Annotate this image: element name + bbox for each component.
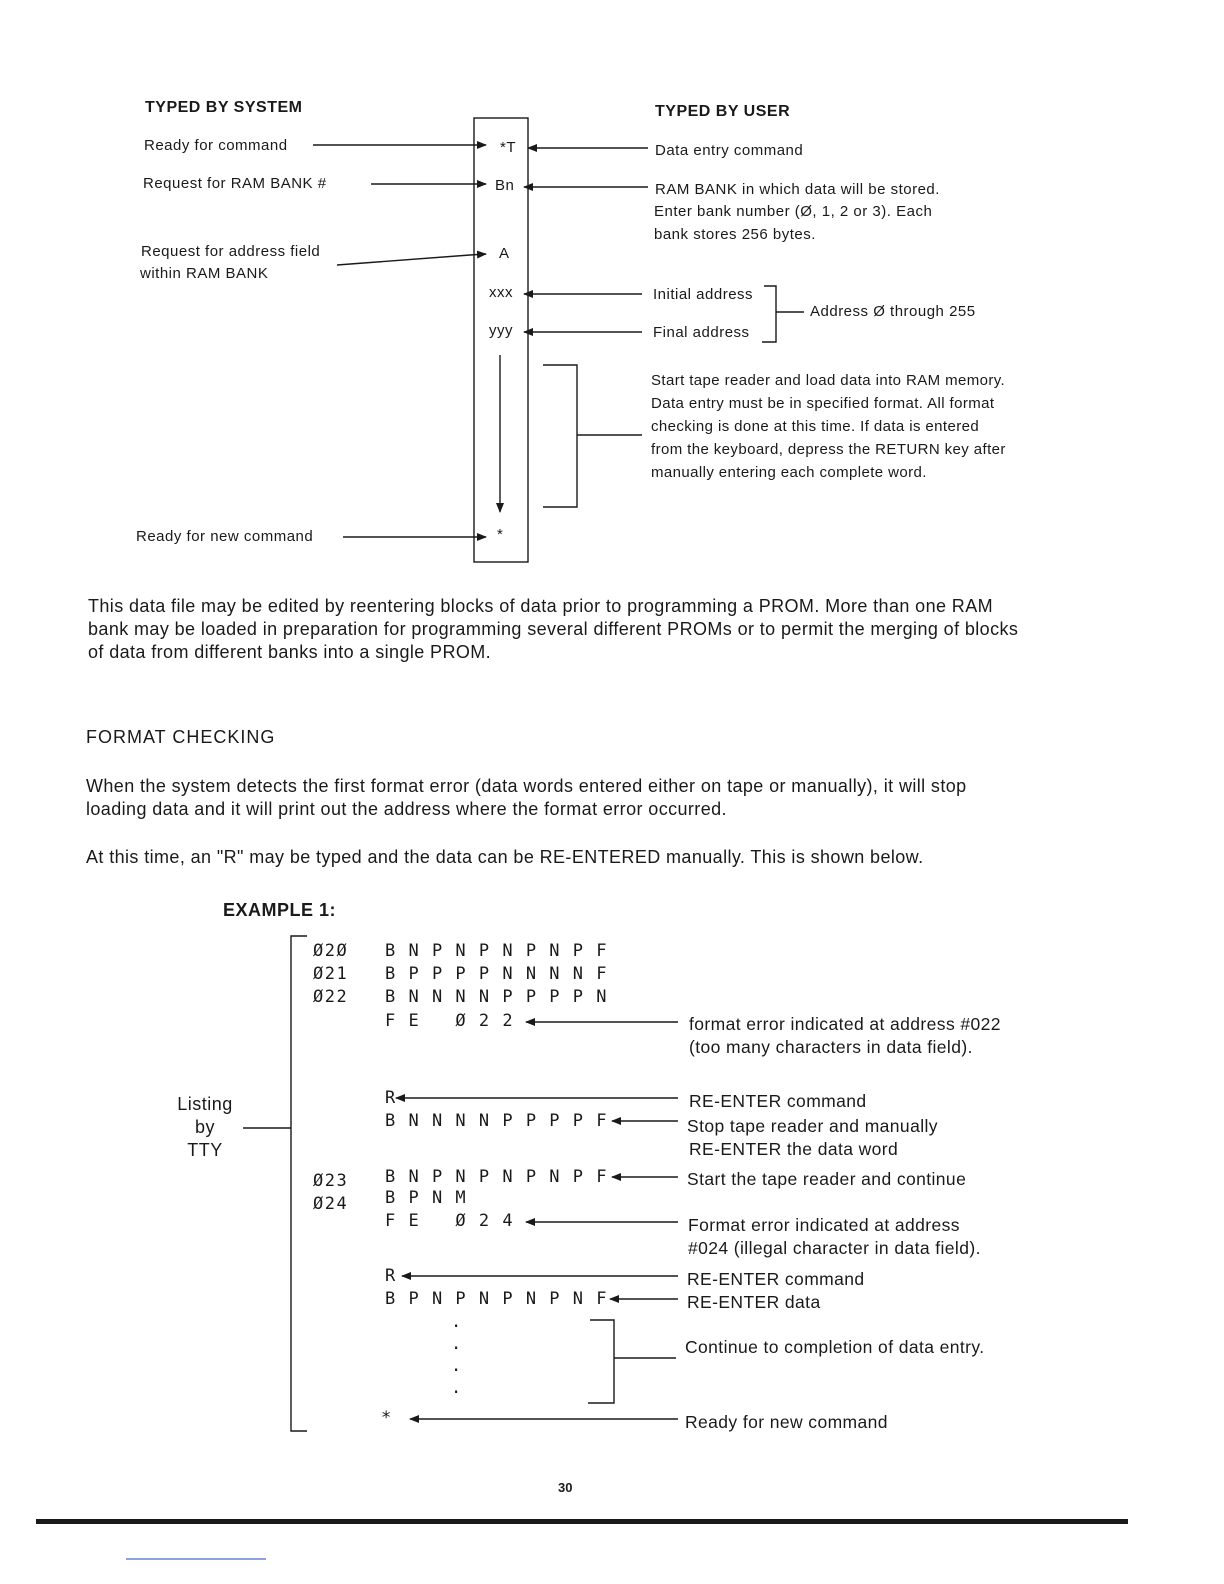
completion-bracket xyxy=(588,1320,614,1403)
paragraph-format-error: When the system detects the first format error (data words entered either on tape or manually), it will stop loading data and it will print out the address where the format error occurred. xyxy=(86,776,967,819)
continuation-dot: . xyxy=(451,1334,463,1354)
note-stop-tape-1: Stop tape reader and manually xyxy=(687,1116,938,1136)
label-address-request-1: Request for address field xyxy=(141,243,321,260)
note-reenter-command-2: RE-ENTER command xyxy=(687,1269,865,1289)
bottom-rule xyxy=(36,1519,1128,1524)
note-continue-completion: Continue to completion of data entry. xyxy=(685,1337,985,1357)
note-stop-tape-2: RE-ENTER the data word xyxy=(689,1139,899,1159)
arrow-address xyxy=(337,254,486,265)
label-ram-bank-3: bank stores 256 bytes. xyxy=(654,226,816,243)
tape-bracket xyxy=(543,365,577,507)
address-024: Ø24 xyxy=(313,1194,349,1214)
example-title: EXAMPLE 1: xyxy=(223,900,337,920)
reenter-data-2: B P N P N P N P N F xyxy=(385,1289,608,1309)
label-address-range: Address Ø through 255 xyxy=(810,303,976,320)
data-line-022: B N N N N P P P P N xyxy=(385,987,608,1007)
cell-star: * xyxy=(497,526,504,543)
paragraph-editing: This data file may be edited by reentering blocks of data prior to programming a PROM. More than one RAM bank may be loaded in preparation for programming several different PROMs or to permit the merging of blocks of data from different banks into a single PROM. xyxy=(88,596,1019,662)
note-reenter-command-1: RE-ENTER command xyxy=(689,1091,867,1111)
note-ready-new-command: Ready for new command xyxy=(685,1412,888,1432)
page-number: 30 xyxy=(558,1480,573,1495)
data-line-024: B P N M xyxy=(385,1188,468,1208)
label-initial-address: Initial address xyxy=(653,286,754,303)
label-ram-bank-2: Enter bank number (Ø, 1, 2 or 3). Each xyxy=(654,203,933,220)
data-line-021: B P P P P N N N N F xyxy=(385,964,608,984)
reenter-data-1: B N N N N P P P P F xyxy=(385,1111,608,1131)
cell-xxx: xxx xyxy=(489,284,513,301)
continuation-dot: . xyxy=(451,1378,463,1398)
note-continue-tape: Start the tape reader and continue xyxy=(687,1169,967,1189)
format-error-024: F E Ø 2 4 xyxy=(385,1211,515,1231)
data-line-023: B N P N P N P N P F xyxy=(385,1167,608,1187)
note-tape-reader: Start tape reader and load data into RAM memory. Data entry must be in specified format. All format checking is done at this time. If data is entered from the keyboard, depress the RETURN key after manually entering each complete word. xyxy=(651,372,1006,481)
listing-bracket xyxy=(291,936,307,1431)
ready-star: * xyxy=(381,1408,393,1428)
continuation-dot: . xyxy=(451,1356,463,1376)
continuation-dot: . xyxy=(451,1312,463,1332)
side-label-line: by xyxy=(194,1117,215,1137)
typed-by-system-header: TYPED BY SYSTEM xyxy=(145,99,303,116)
label-address-request-2: within RAM BANK xyxy=(140,265,269,282)
address-021: Ø21 xyxy=(313,964,349,984)
note-format-error-024-2: #024 (illegal character in data field). xyxy=(688,1238,981,1258)
address-023: Ø23 xyxy=(313,1171,349,1191)
label-final-address: Final address xyxy=(653,324,750,341)
reenter-r-2: R xyxy=(385,1266,397,1286)
label-data-entry-command: Data entry command xyxy=(655,142,804,159)
address-bracket xyxy=(762,286,776,342)
side-label-line: Listing xyxy=(177,1094,233,1114)
cell-yyy: yyy xyxy=(489,322,513,339)
section-title-format-checking: FORMAT CHECKING xyxy=(86,727,276,747)
data-line-020: B N P N P N P N P F xyxy=(385,941,608,961)
address-022: Ø22 xyxy=(313,987,349,1007)
side-label-line: TTY xyxy=(187,1140,223,1160)
listing-by-tty-label xyxy=(170,1093,240,1162)
label-ram-bank-1: RAM BANK in which data will be stored. xyxy=(655,181,940,198)
label-ready-for-new-command: Ready for new command xyxy=(136,528,314,545)
cell-star-t: *T xyxy=(500,139,516,156)
note-format-error-022: format error indicated at address #022 (too many characters in data field). xyxy=(689,1014,1001,1057)
format-error-022: F E Ø 2 2 xyxy=(385,1011,515,1031)
note-reenter-data: RE-ENTER data xyxy=(687,1292,821,1312)
note-format-error-024-1: Format error indicated at address xyxy=(688,1215,960,1235)
paragraph-reenter: At this time, an "R" may be typed and the data can be RE-ENTERED manually. This is shown below. xyxy=(86,847,924,867)
address-020: Ø2Ø xyxy=(313,941,349,961)
reenter-r-1: R xyxy=(385,1088,397,1108)
typed-by-user-header: TYPED BY USER xyxy=(655,103,791,120)
cell-a: A xyxy=(499,245,510,262)
label-ready-for-command: Ready for command xyxy=(144,137,288,154)
cell-bn: Bn xyxy=(495,177,515,194)
label-ram-bank-request: Request for RAM BANK # xyxy=(143,175,327,192)
